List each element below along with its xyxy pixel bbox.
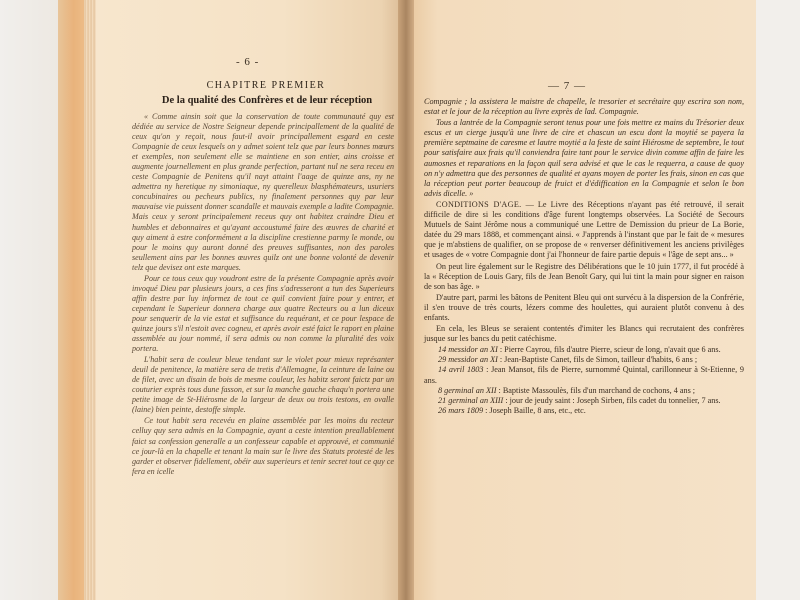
record-text: : Joseph Baille, 8 ans, etc., etc. xyxy=(483,405,586,415)
record-date: 14 messidor an XI xyxy=(438,345,498,355)
right-paragraph: Tous a lantrée de la Compagnie seront tenus pour une fois mettre ez mains du Trésorier deux escus et un cierge jusqu'à une livre de cire et chascun un escu dont la moytié se payera la première septmaine de caresme et lautre moytié a la feste de saint Hiérosme de septembre, le tout pour satisfaire aux frais qu'il conviendra faire tant pour le service divin comme affin de faire les aumosnes et reparations en la façon quil sera advisé et que le cas le requerra, a cause de quoy on n'y admettra que des personnes de qualité et ayans moyen de porter les frais, sinon en cas que la réception peut porter beaucoup de fruict et d'édiffication en la Compagnie et selon le bon advis dicelle. » xyxy=(424,118,744,198)
record-entry xyxy=(424,396,744,406)
right-paragraph: On peut lire également sur le Registre des Délibérations que le 10 juin 1777, il fut procédé à la « Réception de Louis Gary, fils de Jean Benoît Gary, qui lui tint la main pour signer en raison de son bas âge. » xyxy=(424,261,744,291)
record-entry xyxy=(424,406,744,416)
record-text: : Baptiste Massoulès, fils d'un marchand de cochons, 4 ans ; xyxy=(496,385,696,395)
record-text: : Pierre Cayrou, fils d'autre Pierre, scieur de long, n'avait que 6 ans. xyxy=(497,345,721,355)
left-paragraph: L'habit sera de couleur bleue tendant sur le violet pour mieux représanter deuil de penitence, la matière sera de tretis d'Allemagne, la ceinture de laine ou de filet, avec un disain de bois de mesme couleur, les habitz seront faictz par un couturier exprès tous dune fasson, et sur la manche gauche chaqu'n portera une petite image de St-Hiérosme de la largeur de deux ou trois testons, en ovalle (laine) bien peinte, destoffe simple. xyxy=(132,355,394,415)
record-date: 26 mars 1809 xyxy=(438,405,484,415)
record-entry xyxy=(424,355,744,365)
record-date: 8 germinal an XII xyxy=(438,385,497,395)
record-text: : Jean Mansot, fils de Pierre, surnommé Quintal, carillonneur à St-Etienne, 9 ans. xyxy=(424,365,745,385)
left-page-body xyxy=(132,112,394,478)
chapter-subtitle: De la qualité des Confrères et de leur réception xyxy=(161,95,373,106)
record-entry xyxy=(424,345,744,355)
section-lead: CONDITIONS D'AGE. xyxy=(436,199,522,209)
record-date: 14 avril 1803 xyxy=(438,365,484,375)
record-entry xyxy=(424,386,744,396)
record-text: : Jean-Baptiste Canet, fils de Simon, tailleur d'habits, 6 ans ; xyxy=(497,355,698,365)
section-text: — Le Livre des Réceptions n'ayant pas été retrouvé, il serait difficile de dire si les conditions d'âge furent longtemps observées. La Société de Secours Mutuels de Saint Jérôme nous a communiqué une Lettre de Demission du prieur de La Borie, datée du 29 mars 1888, et commençant ainsi. « J'apprends à l'instant que par le fait de « mesures que je m'abstiens de qualifier, on se propose de « renverser définitivement les anciens privilèges et usages de « votre Compagnie dont j'ai l'honneur de faire partie depuis « l'âge de sept ans... » xyxy=(424,199,744,260)
right-page-number: — 7 — xyxy=(548,80,586,92)
right-paragraph: Compagnie ; la assistera le maistre de chapelle, le tresorier et secrétaire quy escrira son nom, estat et le jour de la réception au livre exprès de lad. Compagnie. xyxy=(424,97,744,117)
record-date: 21 germinal an XIII xyxy=(438,395,504,405)
chapter-title: CHAPITRE PREMIER xyxy=(206,80,326,91)
right-paragraph: D'autre part, parmi les bâtons de Penitent Bleu qui ont survécu à la dispersion de la Confrérie, il s'en trouve de très courts, lézers comme des houlettes, qui auraient plutôt convenu à des enfants. xyxy=(424,292,744,322)
right-paragraph: En cela, les Bleus se seraient contentés d'imiter les Blancs qui recrutaient des confrères jusque sur les bancs du petit catéchisme. xyxy=(424,324,744,344)
right-page-body xyxy=(424,97,744,416)
left-page-number: - 6 - xyxy=(236,56,260,68)
record-date: 29 messidor an XI xyxy=(438,355,498,365)
record-entry xyxy=(424,365,744,385)
right-paragraph-conditions xyxy=(424,200,744,261)
left-paragraph: Ce tout habit sera recevéu en plaine assemblée par les moins du recteur celluy quy sera admis en la Compagnie, ayant a ceste intention preallablement faict sa confession generalle a un confesseur capable et approuvé, et communié ce jour-là en la chapelle et tenant la main sur le livre des Statuts protesté de les garder et observer fidellement, obéir aux superieurs et tenir secret tout ce quy ce fera en icelle xyxy=(132,416,394,476)
left-paragraph: Pour ce tous ceux quy voudront estre de la présente Compagnie après avoir invoqué Dieu par plusieurs jours, a ces fins s'adresseront a tun des Superieurs affin destre par luy informez de tout ce quil convient faire pour y entrer, et cependant le Superieur donnera charge aux quatre Recteurs ou a lun diceux pour senquerir de la vie estat et suffisance du requérant, et ce pour lespace de quinze jours s'il n'estoit avec cogneu, et après avoir esté faict le raport en plaine assemblée au jour nommé, il sera admis ou non comme la pluralité des voix portera. xyxy=(132,273,394,354)
left-paragraph: « Comme ainsin soit que la conservation de toute communauté quy est dédiée au service de Nostre Seigneur depende principallement de la qualité de ceux qu'on y reçoit, nous faut-il avoir principallement esgard en ceste Compagnie de ceux lesquels on y admet soient telz que par leurs bonnes mœurs et exemples, non seulement elle se maintiene en son entier, ains croisse et augmente journellement en plus grande perfection, partant nul ne sera receu en ceste Compagnie de Penitens qu'il nayt attaint l'aage de quinze ans, ny ne admettra ny heretique ny simoniaque, ny querelleux blasphémateurs, usuriers concubinaires ou pecheurs publics, ny finalement personnes quy par leur mauvaise vie puissent donner scandalle et mauvais exemple a ladite Compagnie. Mais ceux y seront principalement receus quy ont habitez craindre Dieu et humbles et debonnaires et qu'ayant accoustumé faire des œuvres de charité et quy aiment à estre conformément a la discipline crestienne parmy le monde, ou pour le moins quy auront donné des preuves suffisantes, non des paroles seullement ains par les bonnes œuvres quilz ont une bonne volonté de devenir telz que devisez ont este marques. xyxy=(132,112,394,272)
book-gutter xyxy=(398,0,414,600)
background-surface-right xyxy=(756,0,800,600)
record-text: : jour de jeudy saint : Joseph Sirben, fils cadet du tonnelier, 7 ans. xyxy=(503,395,721,405)
